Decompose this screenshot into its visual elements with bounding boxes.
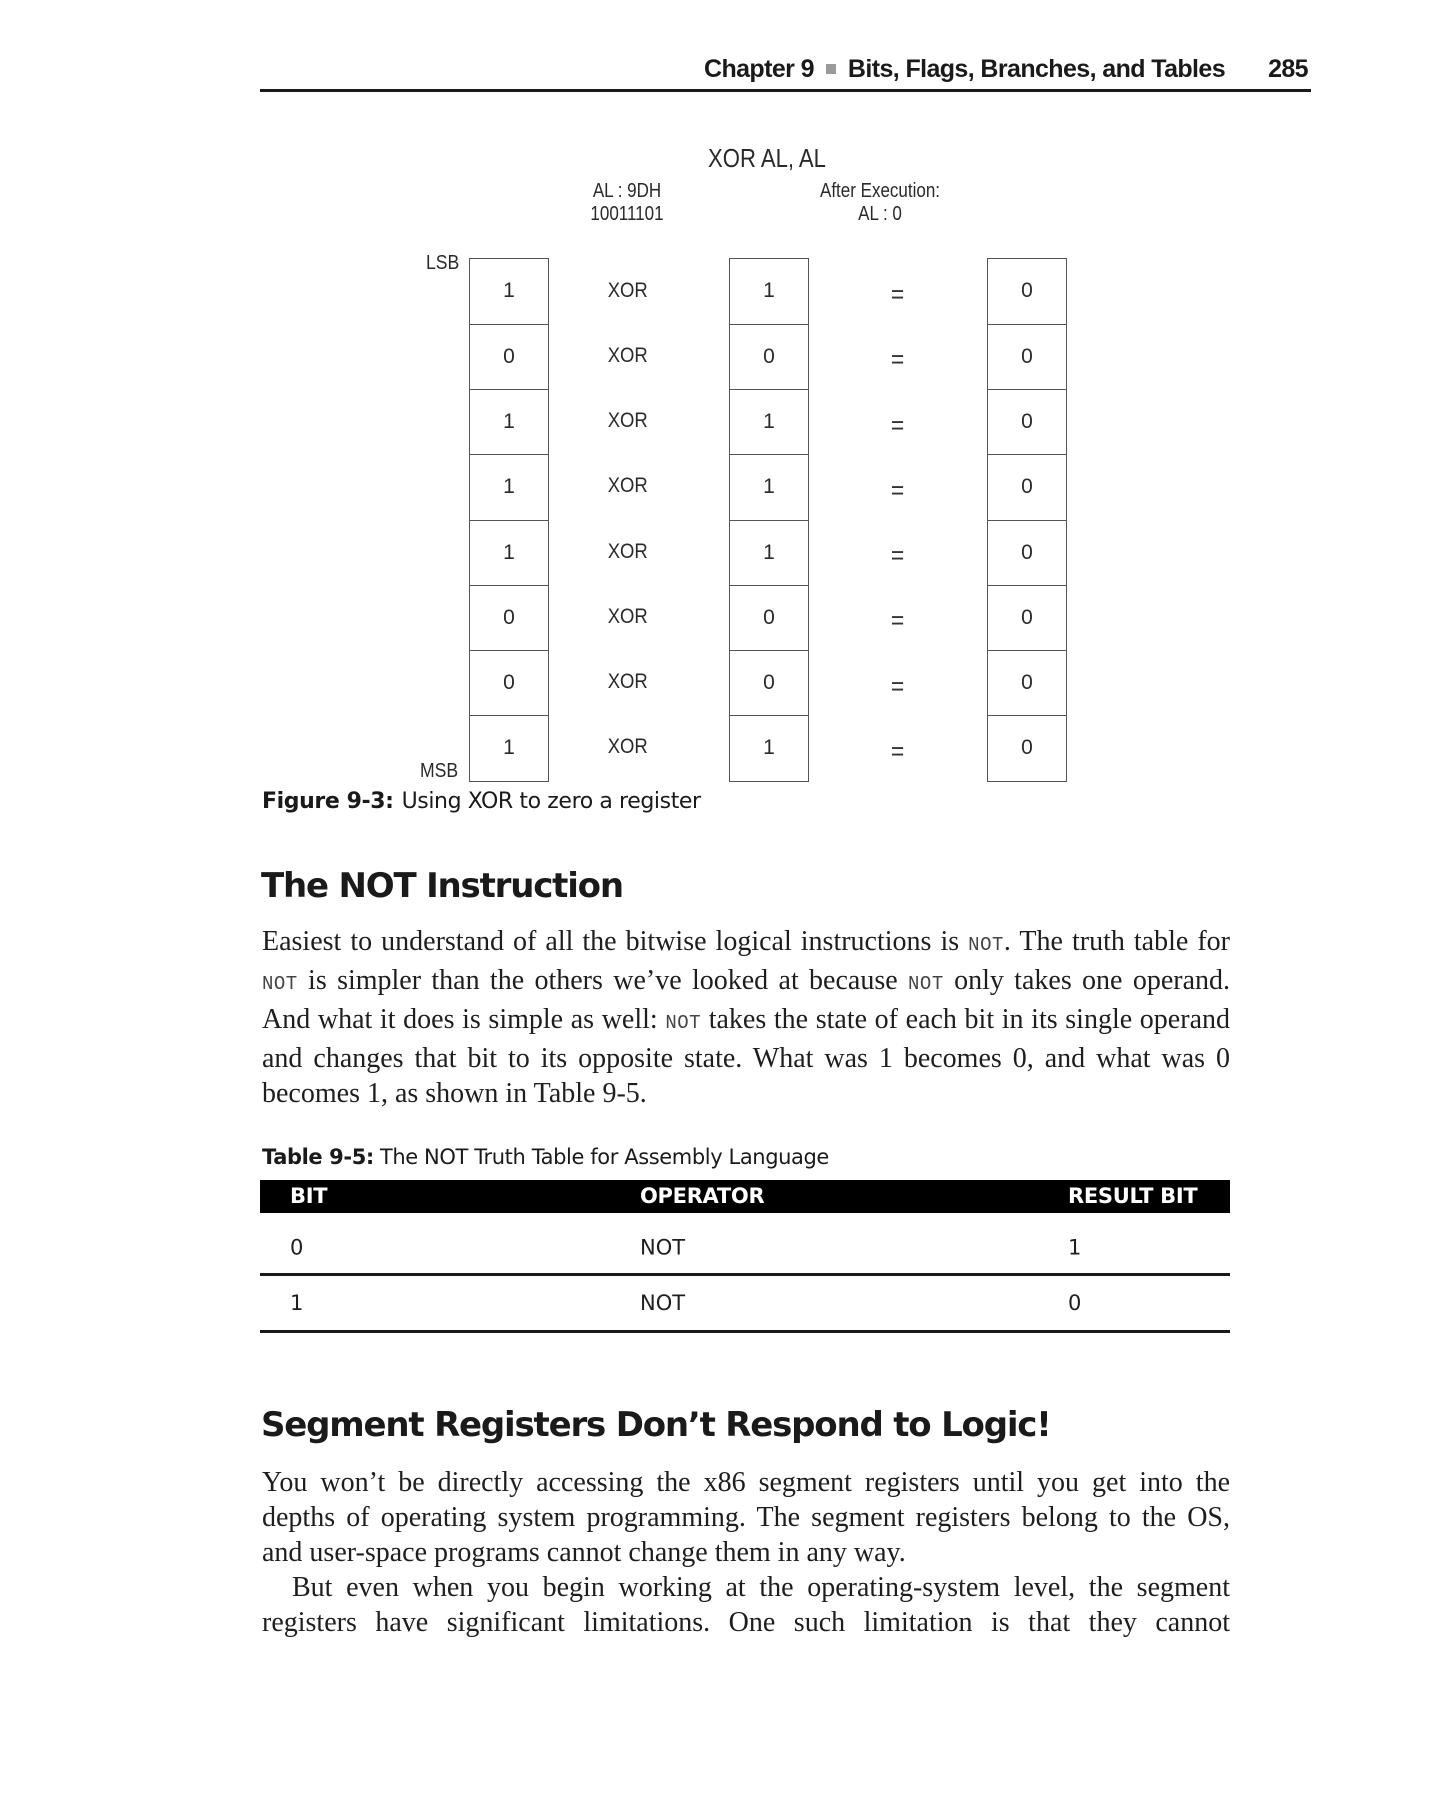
result-bit-cell xyxy=(987,521,1067,586)
result-bit-cell-value: 0 xyxy=(1021,671,1033,695)
operand-b-bit-cell xyxy=(729,455,809,520)
operand-a-bit-cell xyxy=(469,258,549,325)
equals-sign xyxy=(838,715,958,780)
text-segment: only takes one operand. And what it does is simple as well: xyxy=(262,965,1230,1035)
result-bit-cell-value: 0 xyxy=(1021,736,1033,760)
xor-operator-label xyxy=(568,584,688,649)
result-bit-cell xyxy=(987,325,1067,390)
result-bit-cell xyxy=(987,716,1067,781)
xor-operator-label-value: XOR xyxy=(607,735,649,759)
xor-operator-label-value: XOR xyxy=(607,343,649,367)
before-binary-value: 10011101 xyxy=(590,203,664,225)
not-instruction-paragraph xyxy=(262,924,1230,1111)
xor-operator-label xyxy=(568,258,688,323)
xor-operator-label xyxy=(568,519,688,584)
equals-sign xyxy=(838,519,958,584)
figure-caption xyxy=(262,789,701,814)
cell-operator: NOT xyxy=(640,1235,686,1260)
result-bit-cell-value: 0 xyxy=(1021,410,1033,434)
equals-sign-value: = xyxy=(891,409,905,440)
result-bit-cell-value: 0 xyxy=(1021,540,1033,564)
chapter-name: Bits, Flags, Branches, and Tables xyxy=(847,55,1225,83)
chapter-title xyxy=(704,55,1225,84)
xor-operator-label xyxy=(568,715,688,780)
xor-operator-label-value: XOR xyxy=(607,670,649,694)
operand-a-bit-cell-value: 1 xyxy=(503,736,515,760)
xor-operator-label-value: XOR xyxy=(607,278,649,302)
operand-b-bit-cell xyxy=(729,651,809,716)
msb-label: MSB xyxy=(420,760,459,782)
operand-a-bit-cell-value: 0 xyxy=(503,344,515,368)
operand-a-bit-cell xyxy=(469,716,549,781)
result-bit-cell-value: 0 xyxy=(1021,279,1033,303)
xor-operator-label xyxy=(568,454,688,519)
figure-caption-label: Figure 9-3: xyxy=(262,789,394,814)
text-segment: takes the state of each bit in its single operand and changes that bit to its opposite state. What was 1 becomes 0, and what was 0 becomes 1, as shown in Table 9-5. xyxy=(262,1004,1230,1109)
column-header-bit: BIT xyxy=(290,1184,328,1208)
operand-b-bit-cell xyxy=(729,716,809,781)
before-register-value: AL : 9DH xyxy=(592,180,662,202)
segment-paragraph-1: You won’t be directly accessing the x86 segment registers until you get into the depths of operating system programming. The segment registers belong to the OS, and user-space programs cannot change them in any way. xyxy=(262,1467,1230,1568)
operand-a-bit-cell xyxy=(469,325,549,390)
page-number: 285 xyxy=(1268,55,1308,83)
equals-sign-value: = xyxy=(891,735,905,766)
chapter-number: Chapter 9 xyxy=(704,55,814,83)
operator-column xyxy=(568,258,688,780)
operand-b-bit-cell-value: 1 xyxy=(763,279,775,303)
operand-b-bit-cell-value: 0 xyxy=(763,344,775,368)
code-not-keyword: NOT xyxy=(968,934,1004,956)
after-label xyxy=(804,180,957,226)
running-header xyxy=(260,54,1311,88)
xor-operator-label-value: XOR xyxy=(607,409,649,433)
section-heading-segment-registers: Segment Registers Don’t Respond to Logic! xyxy=(261,1405,1051,1445)
text-segment: . The truth table for xyxy=(1003,926,1230,957)
code-not-keyword: NOT xyxy=(665,1012,702,1034)
text-segment: Easiest to understand of all the bitwise logical instructions is xyxy=(262,926,969,957)
figure-instruction: XOR AL, AL xyxy=(708,143,826,173)
code-not-keyword: NOT xyxy=(262,973,298,995)
equals-sign xyxy=(838,454,958,519)
after-execution-label: After Execution: xyxy=(819,180,941,202)
segment-paragraph-2: But even when you begin working at the operating-system level, the segment registers have significant limitations. One such limitation is that they cannot xyxy=(262,1572,1230,1638)
table-row xyxy=(260,1213,1230,1276)
operand-a-bit-cell-value: 1 xyxy=(503,410,515,434)
table-header-row xyxy=(260,1180,1230,1213)
equals-sign-value: = xyxy=(891,344,905,375)
equals-column xyxy=(838,258,958,780)
xor-operator-label-value: XOR xyxy=(607,539,649,563)
equals-sign xyxy=(838,258,958,323)
figure-caption-text: Using XOR to zero a register xyxy=(401,789,701,814)
text-segment: is simpler than the others we’ve looked at because xyxy=(297,965,909,996)
table-row xyxy=(260,1276,1230,1333)
equals-sign xyxy=(838,650,958,715)
result-bit-cell-value: 0 xyxy=(1021,344,1033,368)
code-not-keyword: NOT xyxy=(908,973,944,995)
operand-a-column xyxy=(469,258,549,782)
result-column xyxy=(987,258,1067,782)
segment-registers-text xyxy=(262,1465,1230,1640)
before-label xyxy=(559,180,695,226)
equals-sign-value: = xyxy=(891,474,905,505)
equals-sign-value: = xyxy=(891,605,905,636)
operand-b-bit-cell-value: 0 xyxy=(763,671,775,695)
operand-a-bit-cell xyxy=(469,586,549,651)
operand-b-bit-cell-value: 1 xyxy=(763,540,775,564)
equals-sign xyxy=(838,584,958,649)
operand-a-bit-cell xyxy=(469,651,549,716)
result-bit-cell xyxy=(987,455,1067,520)
cell-result-bit: 1 xyxy=(1068,1235,1082,1260)
xor-operator-label xyxy=(568,650,688,715)
operand-a-bit-cell-value: 0 xyxy=(503,671,515,695)
not-truth-table xyxy=(260,1180,1230,1333)
cell-operator: NOT xyxy=(640,1291,686,1315)
operand-b-bit-cell-value: 0 xyxy=(763,605,775,629)
operand-a-bit-cell-value: 1 xyxy=(503,540,515,564)
operand-b-bit-cell xyxy=(729,586,809,651)
result-bit-cell-value: 0 xyxy=(1021,475,1033,499)
operand-a-bit-cell-value: 1 xyxy=(503,279,515,303)
xor-operator-label xyxy=(568,389,688,454)
after-register-value: AL : 0 xyxy=(858,203,902,225)
separator-square-icon xyxy=(826,64,836,74)
equals-sign-value: = xyxy=(891,540,905,571)
column-header-operator: OPERATOR xyxy=(640,1184,765,1208)
section-heading-not-instruction: The NOT Instruction xyxy=(261,866,623,906)
cell-bit: 0 xyxy=(290,1235,304,1260)
table-caption xyxy=(262,1145,829,1169)
xor-operator-label-value: XOR xyxy=(607,604,649,628)
operand-b-bit-cell-value: 1 xyxy=(763,736,775,760)
equals-sign-value: = xyxy=(891,670,905,701)
operand-a-bit-cell-value: 0 xyxy=(503,605,515,629)
result-bit-cell xyxy=(987,586,1067,651)
operand-a-bit-cell xyxy=(469,455,549,520)
operand-b-bit-cell xyxy=(729,521,809,586)
operand-b-bit-cell xyxy=(729,325,809,390)
operand-b-bit-cell-value: 1 xyxy=(763,475,775,499)
table-caption-label: Table 9-5: xyxy=(262,1145,374,1169)
equals-sign-value: = xyxy=(891,279,905,310)
table-caption-text: The NOT Truth Table for Assembly Language xyxy=(379,1145,829,1169)
operand-a-bit-cell xyxy=(469,390,549,455)
operand-b-bit-cell-value: 1 xyxy=(763,410,775,434)
header-rule xyxy=(260,89,1311,92)
result-bit-cell xyxy=(987,258,1067,325)
operand-a-bit-cell-value: 1 xyxy=(503,475,515,499)
result-bit-cell xyxy=(987,651,1067,716)
xor-operator-label xyxy=(568,323,688,388)
operand-b-column xyxy=(729,258,809,782)
lsb-label: LSB xyxy=(426,252,460,274)
equals-sign xyxy=(838,389,958,454)
cell-bit: 1 xyxy=(290,1291,304,1315)
not-paragraph-text xyxy=(262,924,1230,1111)
equals-sign xyxy=(838,323,958,388)
result-bit-cell xyxy=(987,390,1067,455)
column-header-result-bit: RESULT BIT xyxy=(1068,1184,1198,1208)
cell-result-bit: 0 xyxy=(1068,1291,1082,1315)
operand-b-bit-cell xyxy=(729,258,809,325)
result-bit-cell-value: 0 xyxy=(1021,605,1033,629)
xor-operator-label-value: XOR xyxy=(607,474,649,498)
operand-b-bit-cell xyxy=(729,390,809,455)
operand-a-bit-cell xyxy=(469,521,549,586)
